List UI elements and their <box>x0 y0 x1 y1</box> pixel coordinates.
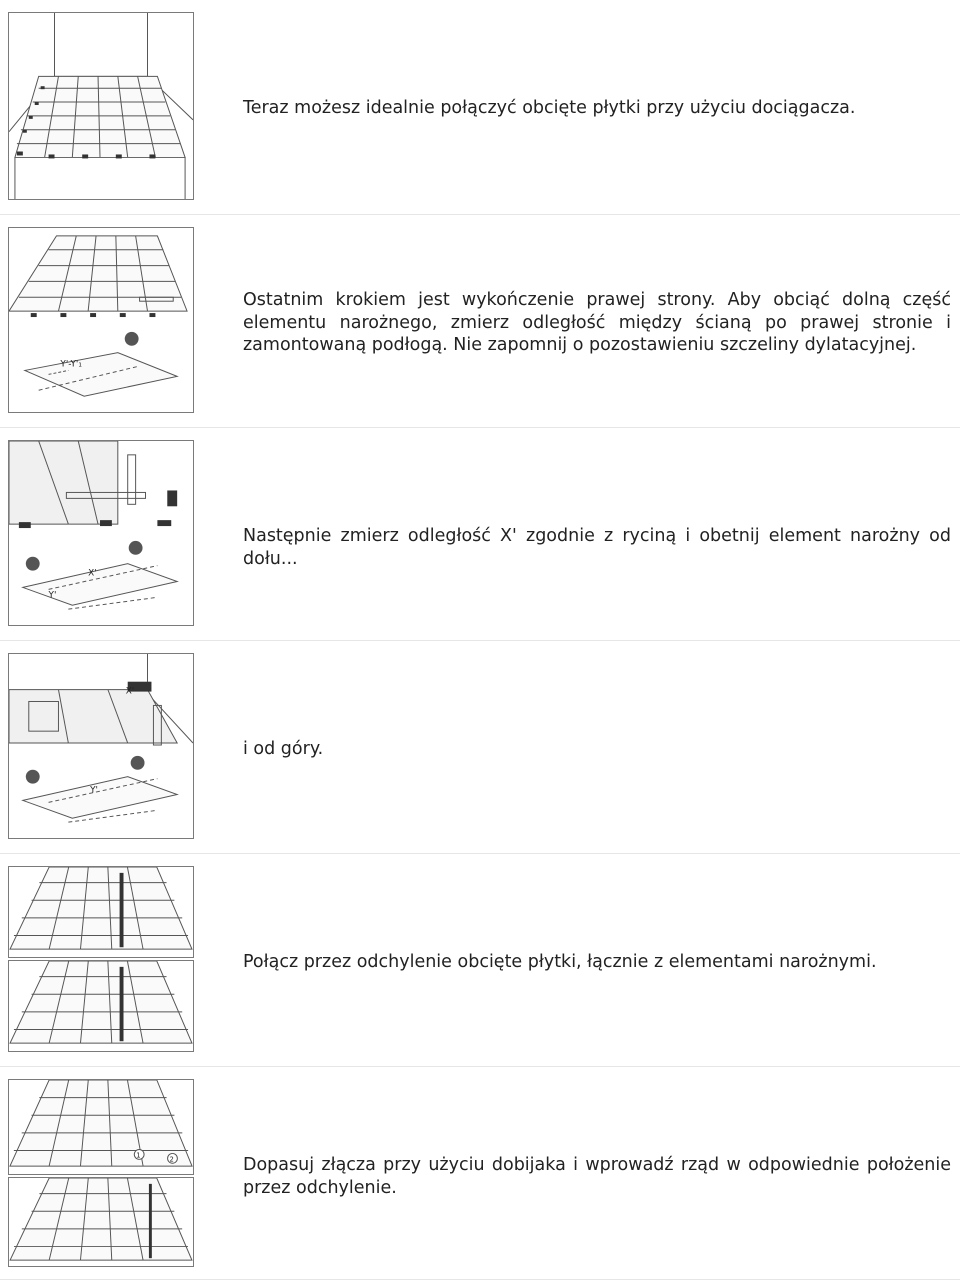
figure-label: Y'-Y'₁ <box>60 359 82 370</box>
instruction-step-5 <box>0 854 960 1066</box>
cut-bottom-illustration <box>9 441 193 625</box>
callout-1: 1 <box>136 1151 141 1160</box>
figure-tilt-join-2 <box>8 960 194 1052</box>
tilt-join-illustration <box>9 867 193 957</box>
instruction-step-2 <box>0 215 960 427</box>
step-text: Teraz możesz idealnie połączyć obcięte płytki przy użyciu dociągacza. <box>243 98 856 118</box>
figure-row-position <box>8 1177 194 1267</box>
step-text: i od góry. <box>243 739 324 759</box>
floor-room-illustration <box>9 13 193 199</box>
figure-label-y: Y' <box>90 785 98 796</box>
instruction-step-3 <box>0 428 960 640</box>
figure-measure-right-side <box>8 227 194 413</box>
instruction-step-6 <box>0 1067 960 1279</box>
tilt-join-illustration <box>9 961 193 1051</box>
step-text: Następnie zmierz odległość X' zgodnie z ryciną i obetnij element narożny od dołu... <box>243 526 951 569</box>
figure-label-x: X' <box>125 686 135 697</box>
figure-cut-corner-top <box>8 653 194 839</box>
step-text: Połącz przez odchylenie obcięte płytki, łącznie z elementami narożnymi. <box>243 952 877 972</box>
figure-tap-joints <box>8 1079 194 1175</box>
measure-illustration <box>9 228 193 412</box>
step-text: Ostatnim krokiem jest wykończenie prawej strony. Aby obciąć dolną część elementu narożnego, zmierz odległość między ścianą po prawej stronie i zamontowaną podłogą. Nie zapomnij o pozostawieniu szczeliny dylatacyjnej. <box>243 290 951 355</box>
row-position-illustration <box>9 1178 193 1266</box>
figure-floor-corner-tiles <box>8 12 194 200</box>
figure-tilt-join-1 <box>8 866 194 958</box>
figure-cut-corner-bottom <box>8 440 194 626</box>
instruction-step-1 <box>0 0 960 214</box>
figure-label-y: Y' <box>48 590 57 601</box>
callout-2: 2 <box>169 1155 174 1164</box>
step-text: Dopasuj złącza przy użyciu dobijaka i wprowadź rząd w odpowiednie położenie przez odchylenie. <box>243 1155 951 1198</box>
divider <box>0 1279 960 1280</box>
figure-label-x: X' <box>88 568 97 579</box>
cut-top-illustration <box>9 654 193 838</box>
instruction-step-4 <box>0 641 960 853</box>
tap-joints-illustration <box>9 1080 193 1174</box>
